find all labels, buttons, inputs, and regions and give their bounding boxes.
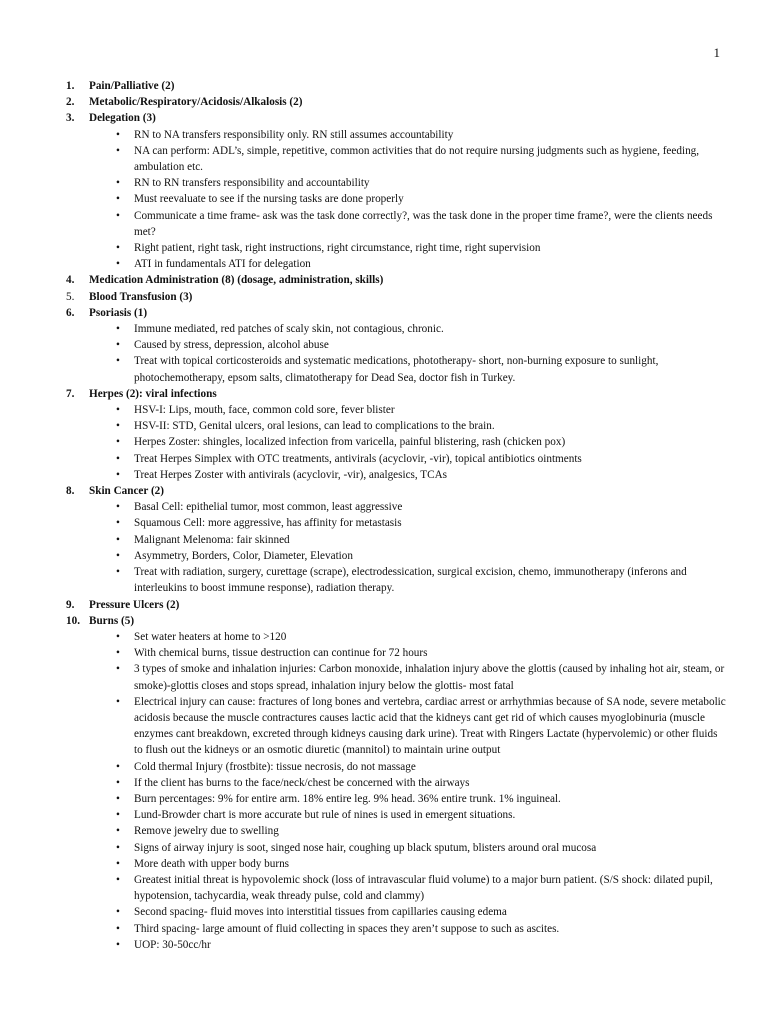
bullet-item [89, 256, 728, 272]
bullet-icon: • [116, 533, 120, 546]
bullet-icon: • [116, 760, 120, 773]
bullet-item [89, 240, 728, 256]
item-heading: Pain/Palliative (2) [89, 80, 175, 92]
outline-item [66, 289, 728, 305]
bullet-icon: • [116, 128, 120, 141]
bullet-icon: • [116, 420, 120, 433]
bullet-text: NA can perform: ADL’s, simple, repetitive, common activities that do not require nursing judgments such as hygiene, feeding, ambulation etc. [134, 144, 700, 174]
bullet-icon: • [116, 825, 120, 838]
bullet-icon: • [116, 436, 120, 449]
bullet-text: 3 types of smoke and inhalation injuries: Carbon monoxide, inhalation injury above the glottis (caused by inhaling hot air, steam, or smoke)-glottis closes and stops spread, inhalation injury below the glottis- most fatal [134, 663, 725, 692]
outline-item [66, 613, 728, 953]
item-number: 3. [66, 112, 75, 125]
bullet-text: If the client has burns to the face/neck/chest be concerned with the airways [134, 776, 470, 789]
outline-item [66, 386, 728, 483]
bullet-icon: • [116, 922, 120, 935]
bullet-item [89, 645, 728, 661]
bullet-item [89, 921, 728, 937]
bullet-icon: • [116, 647, 120, 660]
outline-item [66, 483, 728, 596]
item-heading: Skin Cancer (2) [89, 485, 165, 498]
bullet-item [89, 759, 728, 775]
bullet-item [89, 499, 728, 515]
bullet-text: Treat Herpes Simplex with OTC treatments, antivirals (acyclovir, -vir), topical antibiotics ointments [134, 452, 582, 465]
bullet-text: Immune mediated, red patches of scaly skin, not contagious, chronic. [134, 323, 444, 336]
bullet-text: Burn percentages: 9% for entire arm. 18% entire leg. 9% head. 36% entire trunk. 1% inguineal. [134, 792, 561, 805]
bullet-icon: • [116, 517, 120, 530]
bullet-text: Set water heaters at home to >120 [134, 630, 287, 643]
bullet-item [89, 515, 728, 531]
bullet-text: Treat with radiation, surgery, curettage (scrape), electrodessication, surgical excision, chemo, immunotherapy (inferons and interleukins to boost immune response), radiation therapy. [134, 566, 687, 595]
bullet-icon: • [116, 209, 120, 222]
bullet-text: Second spacing- fluid moves into interstitial tissues from capillaries causing edema [134, 906, 507, 919]
bullet-icon: • [116, 792, 120, 805]
bullet-icon: • [116, 258, 120, 271]
outline-item [66, 272, 728, 288]
bullet-item [89, 418, 728, 434]
bullet-icon: • [116, 695, 120, 708]
bullet-text: Malignant Melenoma: fair skinned [134, 533, 290, 546]
bullet-text: Treat Herpes Zoster with antivirals (acyclovir, -vir), analgesics, TCAs [134, 468, 448, 481]
bullet-text: Basal Cell: epithelial tumor, most common, least aggressive [134, 501, 403, 514]
bullet-item [89, 661, 728, 693]
bullet-icon: • [116, 873, 120, 886]
bullet-text: RN to RN transfers responsibility and accountability [134, 177, 370, 190]
item-heading: Metabolic/Respiratory/Acidosis/Alkalosis (2) [89, 96, 303, 109]
bullet-item [89, 451, 728, 467]
item-number: 7. [66, 387, 75, 400]
bullet-item [89, 208, 728, 240]
outline-item [66, 110, 728, 272]
outline-item [66, 305, 728, 386]
bullet-item [89, 532, 728, 548]
item-heading: Burns (5) [89, 614, 135, 627]
bullet-text: Lund-Browder chart is more accurate but rule of nines is used in emergent situations. [134, 809, 516, 822]
bullet-item [89, 337, 728, 353]
bullet-item [89, 434, 728, 450]
bullet-item [89, 856, 728, 872]
bullet-text: Third spacing- large amount of fluid collecting in spaces they aren’t suppose to such as ascites. [134, 922, 560, 935]
outline-list [66, 78, 728, 953]
bullet-text: Greatest initial threat is hypovolemic shock (loss of intravascular fluid volume) to a major burn patient. (S/S shock: dilated pupil, hypotension, tachycardia, weak thready pulse, cold and clammy) [134, 873, 713, 903]
bullet-item [89, 353, 728, 385]
bullet-icon: • [116, 339, 120, 352]
item-heading: Pressure Ulcers (2) [89, 598, 180, 611]
item-heading: Delegation (3) [89, 112, 156, 125]
bullet-text: Must reevaluate to see if the nursing tasks are done properly [134, 193, 404, 206]
bullet-icon: • [116, 144, 120, 157]
bullet-text: UOP: 30-50cc/hr [134, 938, 211, 951]
bullet-item [89, 321, 728, 337]
bullet-item [89, 823, 728, 839]
bullet-icon: • [116, 452, 120, 465]
bullet-list [89, 499, 728, 596]
bullet-text: Herpes Zoster: shingles, localized infection from varicella, painful blistering, rash (chicken pox) [134, 436, 566, 449]
bullet-text: Right patient, right task, right instructions, right circumstance, right time, right supervision [134, 242, 541, 255]
bullet-item [89, 840, 728, 856]
bullet-item [89, 807, 728, 823]
bullet-item [89, 191, 728, 207]
bullet-text: RN to NA transfers responsibility only. RN still assumes accountability [134, 128, 454, 141]
bullet-icon: • [116, 549, 120, 562]
outline-item [66, 78, 728, 94]
bullet-item [89, 775, 728, 791]
bullet-text: HSV-I: Lips, mouth, face, common cold sore, fever blister [134, 404, 395, 417]
bullet-icon: • [116, 242, 120, 255]
item-number: 8. [66, 485, 75, 498]
bullet-icon: • [116, 857, 120, 870]
bullet-text: Caused by stress, depression, alcohol abuse [134, 339, 329, 352]
bullet-item [89, 564, 728, 596]
bullet-item [89, 143, 728, 175]
bullet-list [89, 127, 728, 273]
bullet-icon: • [116, 323, 120, 336]
bullet-item [89, 872, 728, 904]
bullet-icon: • [116, 355, 120, 368]
item-number: 9. [66, 598, 75, 611]
bullet-icon: • [116, 663, 120, 676]
bullet-icon: • [116, 177, 120, 190]
item-number: 1. [66, 80, 75, 92]
bullet-item [89, 548, 728, 564]
bullet-list [89, 629, 728, 953]
bullet-item [89, 467, 728, 483]
bullet-icon: • [116, 630, 120, 643]
bullet-text: Electrical injury can cause: fractures of long bones and vertebra, cardiac arrest or arrhythmias because of SA node, severe metabolic acidosis because the muscle contractures causes lactic acid that the kidneys cant get rid of which causes myoglobinuria (muscle enzymes cant breakdown, excreted through kidneys causing dark urine). Treat with Ringers Lactate (hypervolemic) or other fluids to flush out the kidneys or an osmotic diuretic (mannitol) to maintain urine output [134, 695, 726, 757]
item-number: 2. [66, 96, 75, 109]
item-heading: Herpes (2): viral infections [89, 387, 217, 400]
bullet-icon: • [116, 468, 120, 481]
bullet-icon: • [116, 404, 120, 417]
item-heading: Medication Administration (8) (dosage, administration, skills) [89, 274, 384, 287]
bullet-item [89, 791, 728, 807]
bullet-icon: • [116, 776, 120, 789]
bullet-text: Squamous Cell: more aggressive, has affinity for metastasis [134, 517, 402, 530]
bullet-text: Cold thermal Injury (frostbite): tissue necrosis, do not massage [134, 760, 416, 773]
item-number: 6. [66, 306, 75, 319]
bullet-icon: • [116, 501, 120, 514]
outline-item [66, 94, 728, 110]
bullet-text: Asymmetry, Borders, Color, Diameter, Elevation [134, 549, 353, 562]
bullet-list [89, 321, 728, 386]
bullet-text: HSV-II: STD, Genital ulcers, oral lesions, can lead to complications to the brain. [134, 420, 495, 433]
page-number: 1 [713, 45, 720, 60]
bullet-list [89, 402, 728, 483]
bullet-text: Treat with topical corticosteroids and systematic medications, phototherapy- short, non-burning exposure to sunlight, photochemotherapy, epsom salts, climatotherapy for Dead Sea, doctor fish in Turkey. [134, 355, 659, 384]
bullet-item [89, 127, 728, 143]
bullet-text: With chemical burns, tissue destruction can continue for 72 hours [134, 647, 428, 660]
bullet-text: ATI in fundamentals ATI for delegation [134, 258, 311, 271]
bullet-icon: • [116, 193, 120, 206]
item-heading: Blood Transfusion (3) [89, 290, 193, 303]
bullet-item [89, 937, 728, 953]
bullet-item [89, 402, 728, 418]
bullet-icon: • [116, 906, 120, 919]
bullet-icon: • [116, 841, 120, 854]
bullet-text: Communicate a time frame- ask was the task done correctly?, was the task done in the proper time frame?, were the clients needs met? [134, 209, 713, 238]
bullet-item [89, 904, 728, 920]
bullet-text: Signs of airway injury is soot, singed nose hair, coughing up black sputum, blisters around oral mucosa [134, 841, 597, 854]
bullet-item [89, 175, 728, 191]
item-heading: Psoriasis (1) [89, 306, 148, 319]
item-number: 5. [66, 290, 75, 303]
outline-item [66, 597, 728, 613]
bullet-item [89, 694, 728, 759]
bullet-item [89, 629, 728, 645]
item-number: 4. [66, 274, 75, 287]
bullet-icon: • [116, 809, 120, 822]
bullet-icon: • [116, 566, 120, 579]
bullet-text: Remove jewelry due to swelling [134, 825, 279, 838]
bullet-icon: • [116, 938, 120, 951]
item-number: 10. [66, 614, 80, 627]
bullet-text: More death with upper body burns [134, 857, 290, 870]
